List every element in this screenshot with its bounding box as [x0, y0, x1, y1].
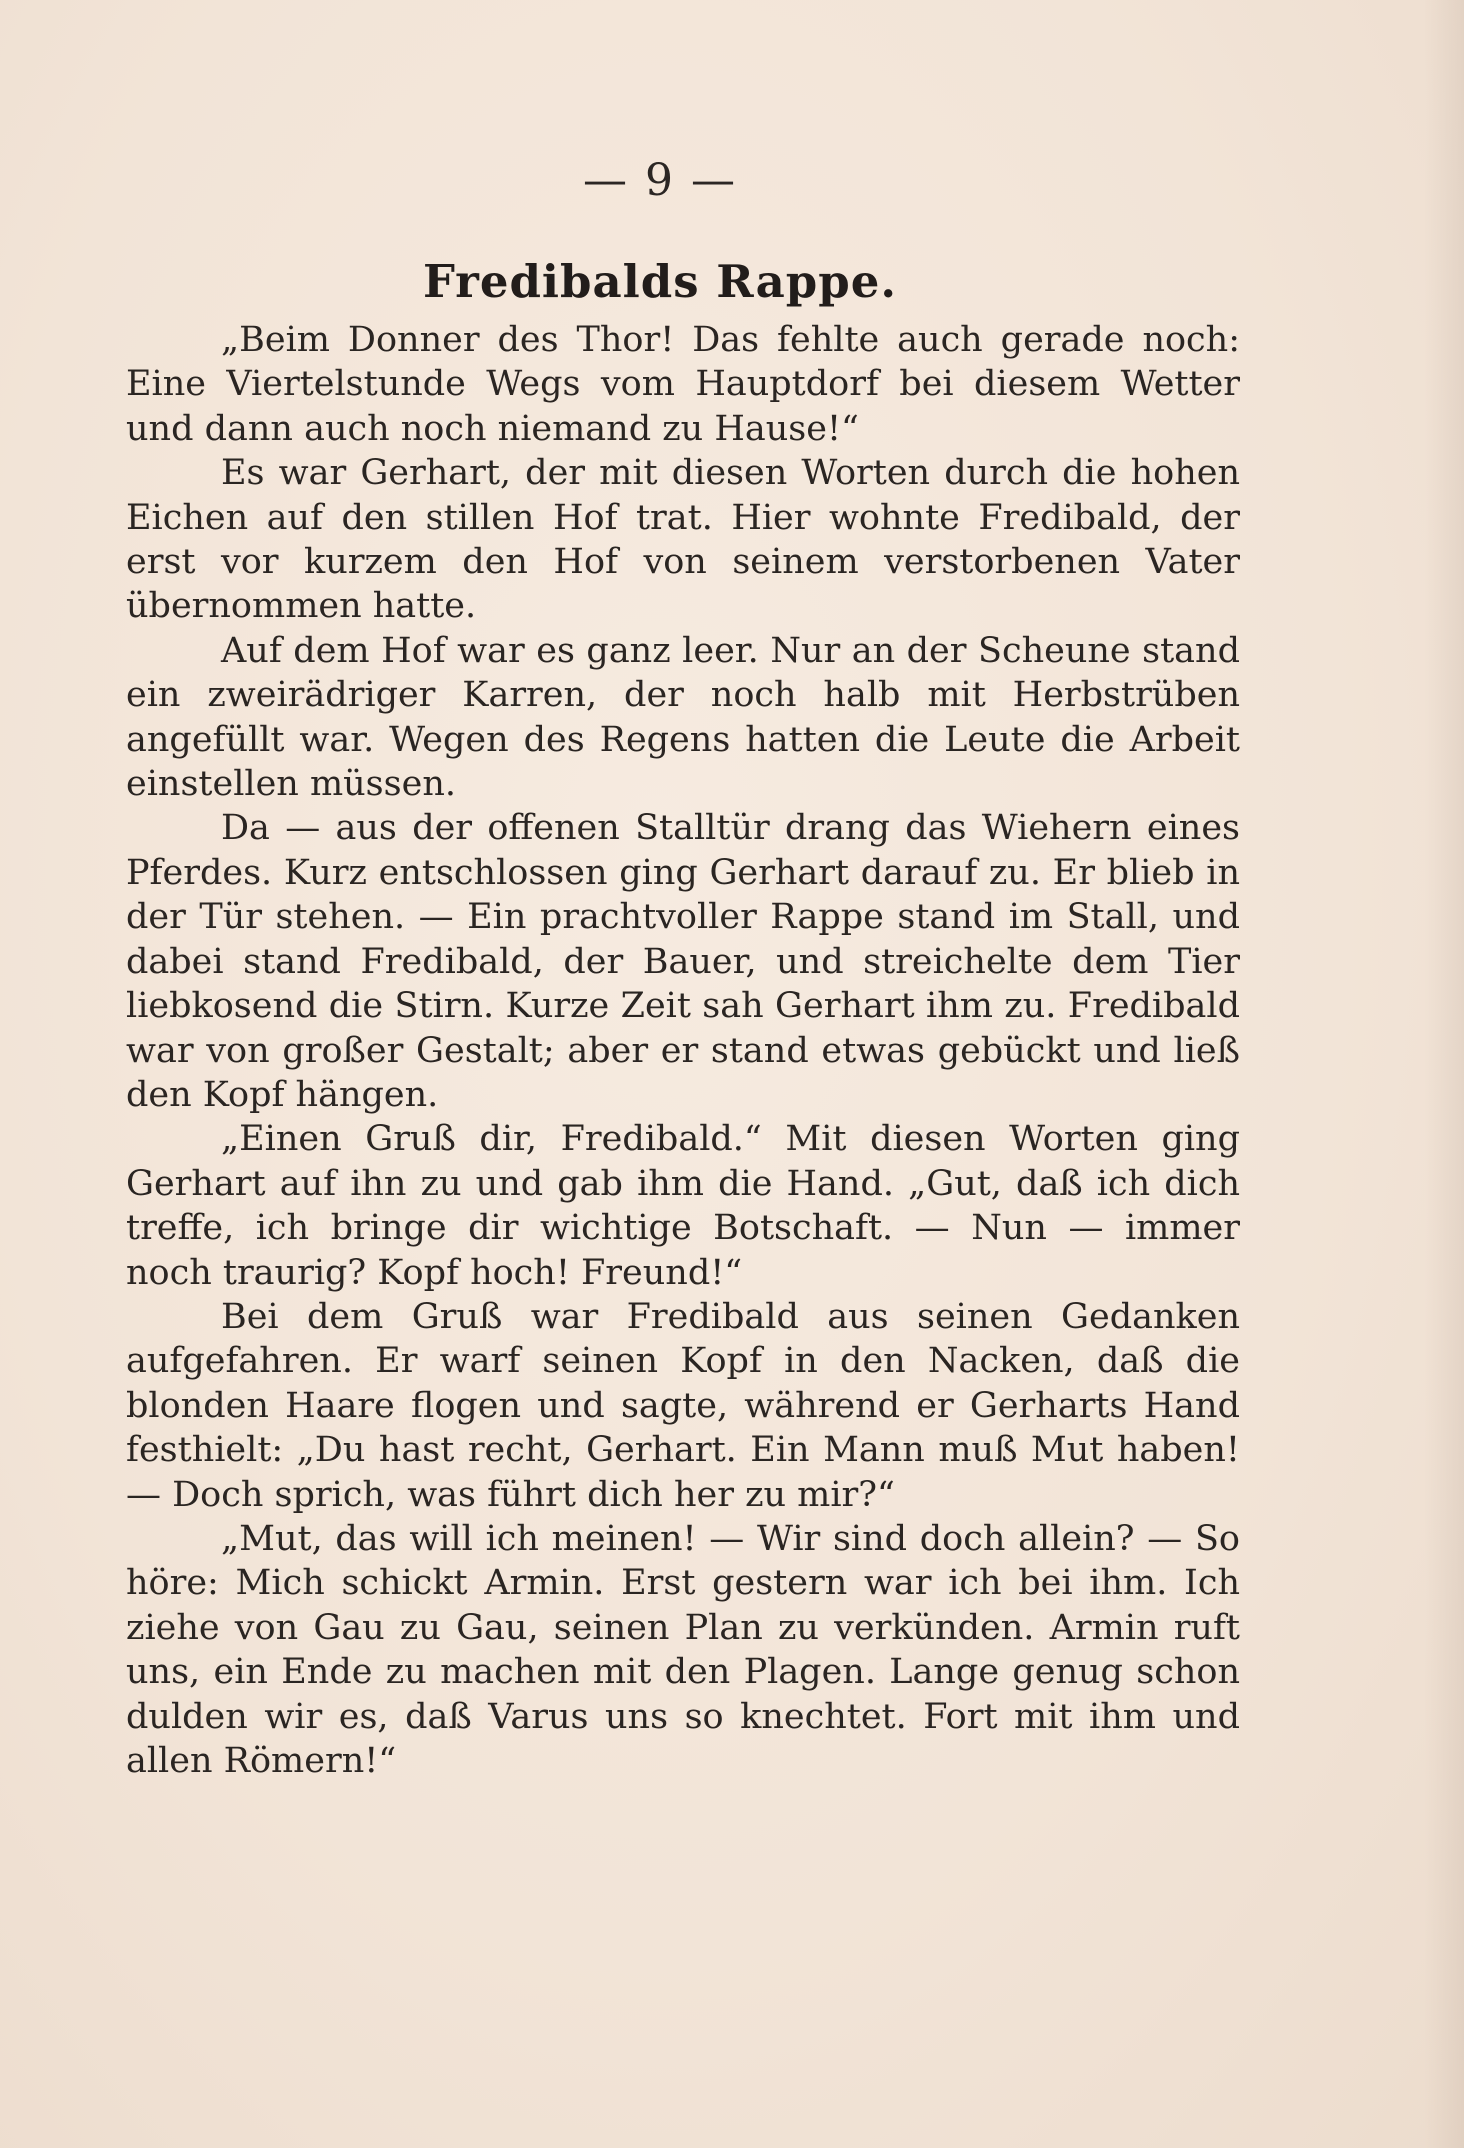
paragraph: „Beim Donner des Thor! Das fehlte auch gerade noch: Eine Viertelstunde Wegs vom Hauptdorf bei diesem Wetter und dann auch noch niemand zu Hause!“: [126, 320, 1240, 449]
chapter-title: Fredibalds Rappe.: [422, 255, 898, 308]
page-edge-shadow: [1424, 0, 1464, 2148]
paragraph: Auf dem Hof war es ganz leer. Nur an der Scheune stand ein zweirädriger Karren, der noch halb mit Herbstrüben angefüllt war. Wegen des Regens hatten die Leute die Arbeit einstellen müssen.: [126, 630, 1240, 805]
page-number: — 9 —: [583, 155, 737, 206]
paragraph: „Einen Gruß dir, Fredibald.“ Mit diesen Worten ging Gerhart auf ihn zu und gab ihm die Hand. „Gut, daß ich dich treffe, ich bringe dir wichtige Botschaft. — Nun — immer noch traurig? Kopf hoch! Freund!“: [126, 1119, 1240, 1293]
paragraph: Es war Gerhart, der mit diesen Worten durch die hohen Eichen auf den stillen Hof trat. Hier wohnte Fredibald, der erst vor kurzem den Hof von seinem verstorbenen Vater übernommen hatte.: [126, 453, 1240, 627]
body-text: [126, 318, 1240, 1783]
paragraph: „Mut, das will ich meinen! — Wir sind doch allein? — So höre: Mich schickt Armin. Erst gestern war ich bei ihm. Ich ziehe von Gau zu Gau, seinen Plan zu verkünden. Armin ruft uns, ein Ende zu machen mit den Plagen. Lange genug schon dulden wir es, daß Varus uns so knechtet. Fort mit ihm und allen Römern!“: [126, 1518, 1240, 1781]
paragraph: Bei dem Gruß war Fredibald aus seinen Gedanken aufgefahren. Er warf seinen Kopf in den Nacken, daß die blonden Haare flogen und sagte, während er Gerharts Hand festhielt: „Du hast recht, Gerhart. Ein Mann muß Mut haben! — Doch sprich, was führt dich her zu mir?“: [126, 1296, 1240, 1515]
paragraph: Da — aus der offenen Stalltür drang das Wiehern eines Pferdes. Kurz entschlossen ging Gerhart darauf zu. Er blieb in der Tür stehen. — Ein prachtvoller Rappe stand im Stall, und dabei stand Fredibald, der Bauer, und streichelte dem Tier liebkosend die Stirn. Kurze Zeit sah Gerhart ihm zu. Fredibald war von großer Gestalt; aber er stand etwas gebückt und ließ den Kopf hängen.: [126, 808, 1240, 1115]
